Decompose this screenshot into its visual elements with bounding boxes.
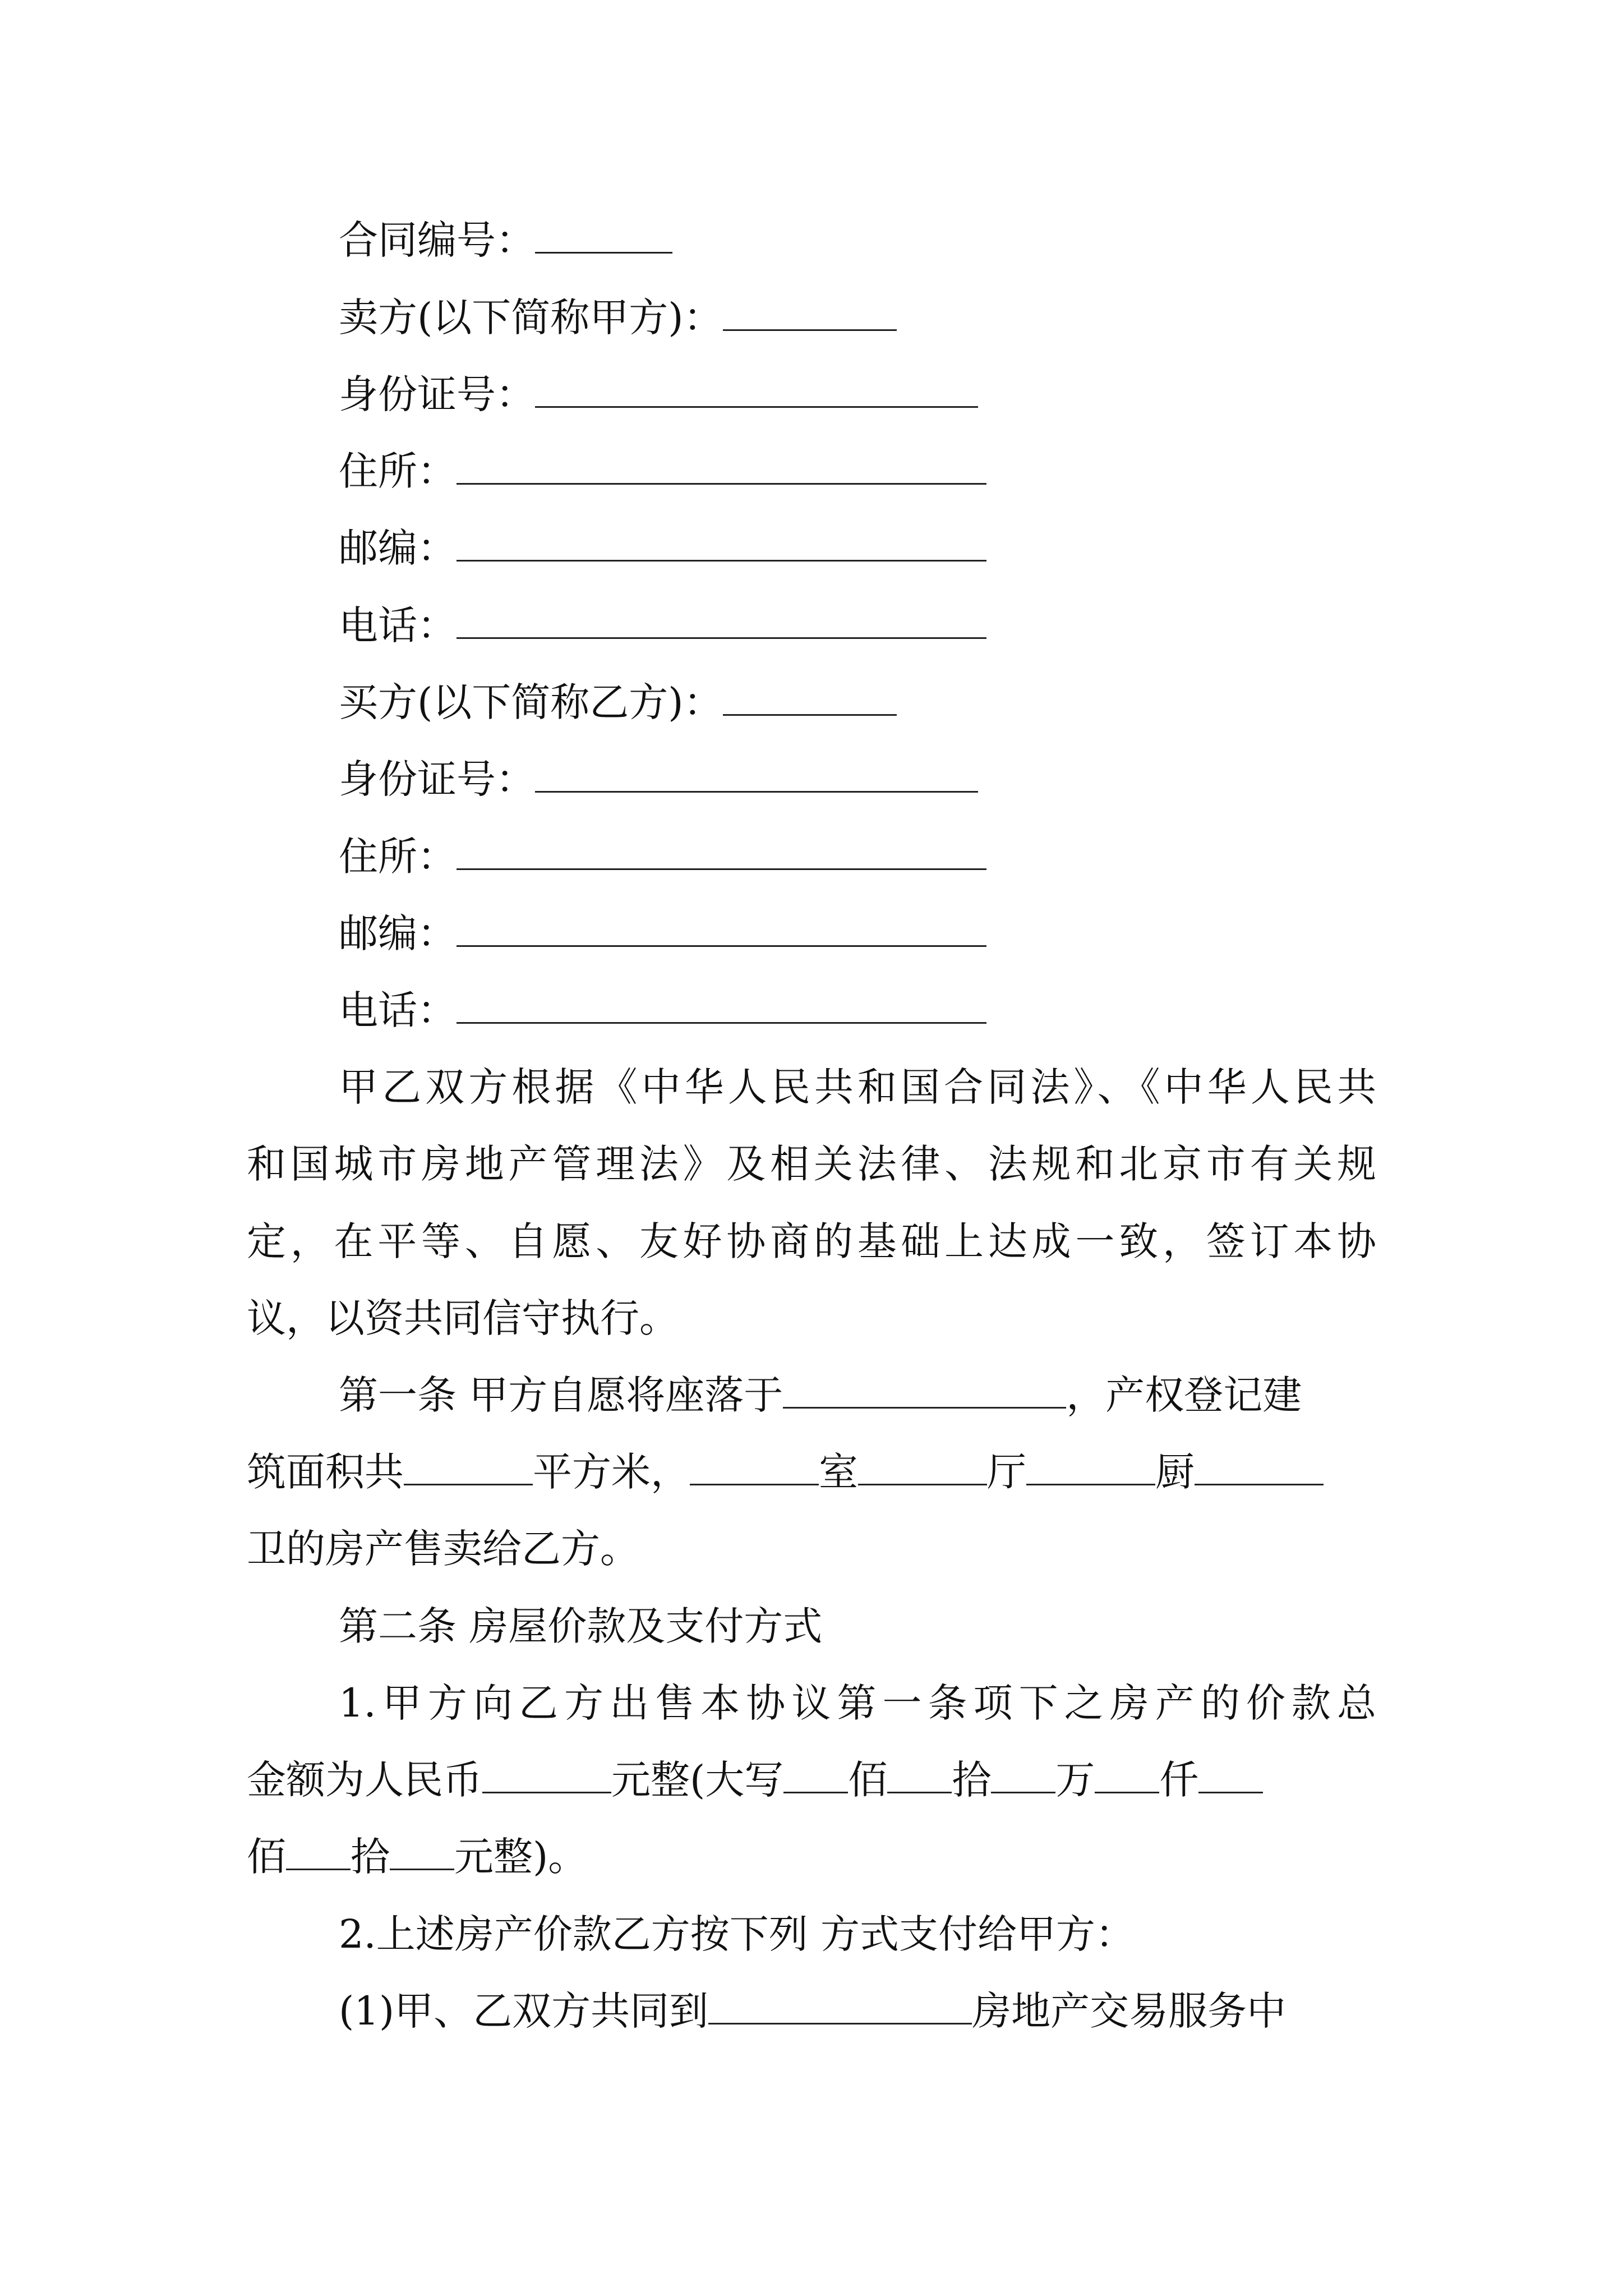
buyer-postcode-blank <box>457 910 986 947</box>
exchange-center-blank <box>708 1988 972 2024</box>
buyer-phone-line <box>339 985 986 1036</box>
price-uppercase-label: 元整(大写 <box>611 1757 784 1803</box>
buyer-blank <box>723 679 897 716</box>
wan-label: 万 <box>1055 1757 1095 1803</box>
seller-postcode-blank <box>457 525 986 562</box>
article1-line-1 <box>339 1370 1302 1420</box>
hundred-million-blank <box>783 1757 848 1793</box>
preamble-line-1: 甲乙双方根据《中华人民共和国合同法》、《中华人民共 <box>339 1064 1376 1110</box>
shi-label-2: 拾 <box>351 1834 390 1880</box>
bathrooms-blank <box>1195 1449 1324 1485</box>
ten-million-blank <box>887 1757 952 1793</box>
qian-label: 仟 <box>1159 1757 1199 1803</box>
seller-id-line <box>339 369 978 420</box>
buyer-address-line <box>339 831 986 882</box>
buyer-postcode-line <box>339 908 986 959</box>
seller-phone-line <box>339 600 986 651</box>
bai-label-2: 佰 <box>247 1834 286 1880</box>
article2-p2: 2.上述房产价款乙方按下列 方式支付给甲方： <box>339 1911 1135 1957</box>
room-label: 室 <box>819 1449 858 1495</box>
article1-prefix: 第一条 甲方自愿将座落于 <box>339 1372 783 1418</box>
seller-id-label: 身份证号： <box>339 371 535 417</box>
seller-phone-label: 电话： <box>339 602 457 648</box>
p3-prefix: (1)甲、乙双方共同到 <box>339 1988 709 2034</box>
article2-title: 第二条 房屋价款及支付方式 <box>339 1603 823 1649</box>
contract-no-line <box>339 215 672 265</box>
hall-label: 厅 <box>987 1449 1026 1495</box>
yuan-label: 元整)。 <box>454 1834 588 1880</box>
seller-postcode-line <box>339 523 986 573</box>
buyer-address-blank <box>457 834 986 870</box>
article1-location-blank <box>783 1372 1066 1409</box>
kitchens-blank <box>1026 1449 1155 1485</box>
buyer-postcode-label: 邮编： <box>339 910 457 956</box>
seller-phone-blank <box>457 602 986 639</box>
seller-line <box>339 292 897 343</box>
buyer-id-blank <box>535 756 978 793</box>
price-blank <box>482 1757 611 1793</box>
buyer-line <box>339 677 897 728</box>
buyer-phone-label: 电话： <box>339 987 457 1033</box>
qian-blank <box>1095 1757 1159 1793</box>
wan-blank <box>991 1757 1055 1793</box>
seller-address-line <box>339 446 986 496</box>
article2-p1-line-1: 1.甲方向乙方出售本协议第一条项下之房产的价款总 <box>339 1680 1376 1726</box>
buyer-address-label: 住所： <box>339 834 457 880</box>
seller-id-blank <box>535 371 978 408</box>
article1-line-2 <box>247 1447 1324 1497</box>
shi-label: 拾 <box>952 1757 992 1803</box>
article1-suffix: ，产权登记建 <box>1066 1372 1302 1418</box>
buyer-id-label: 身份证号： <box>339 756 535 802</box>
article2-p1-line-2 <box>247 1755 1263 1805</box>
p3-suffix: 房地产交易服务中 <box>972 1988 1287 2034</box>
seller-address-blank <box>457 448 986 485</box>
seller-postcode-label: 邮编： <box>339 525 457 571</box>
article2-p1-line-3 <box>247 1832 587 1882</box>
contract-no-blank <box>535 217 672 254</box>
seller-label: 卖方(以下简称甲方)： <box>339 295 723 341</box>
area-label: 筑面积共 <box>247 1449 404 1495</box>
preamble-line-4: 议，以资共同信守执行。 <box>247 1295 679 1341</box>
article2-p3 <box>339 1986 1286 2036</box>
preamble-line-2: 和国城市房地产管理法》及相关法律、法规和北京市有关规 <box>247 1141 1376 1187</box>
kitchen-label: 厨 <box>1155 1449 1195 1495</box>
preamble-line-3: 定，在平等、自愿、友好协商的基础上达成一致，签订本协 <box>247 1218 1376 1264</box>
yuan-blank <box>390 1834 454 1870</box>
article1-line-3: 卫的房产售卖给乙方。 <box>247 1526 639 1572</box>
buyer-phone-blank <box>457 987 986 1024</box>
contract-no-label: 合同编号： <box>339 217 535 263</box>
seller-address-label: 住所： <box>339 448 457 494</box>
shi-blank <box>286 1834 351 1870</box>
rooms-blank <box>690 1449 819 1485</box>
sqm-label: 平方米， <box>533 1449 690 1495</box>
bai-blank <box>1198 1757 1263 1793</box>
buyer-label: 买方(以下简称乙方)： <box>339 679 723 725</box>
price-label: 金额为人民币 <box>247 1757 482 1803</box>
area-blank <box>404 1449 533 1485</box>
halls-blank <box>858 1449 987 1485</box>
seller-blank <box>723 295 897 331</box>
bai-label: 佰 <box>848 1757 888 1803</box>
buyer-id-line <box>339 754 978 804</box>
